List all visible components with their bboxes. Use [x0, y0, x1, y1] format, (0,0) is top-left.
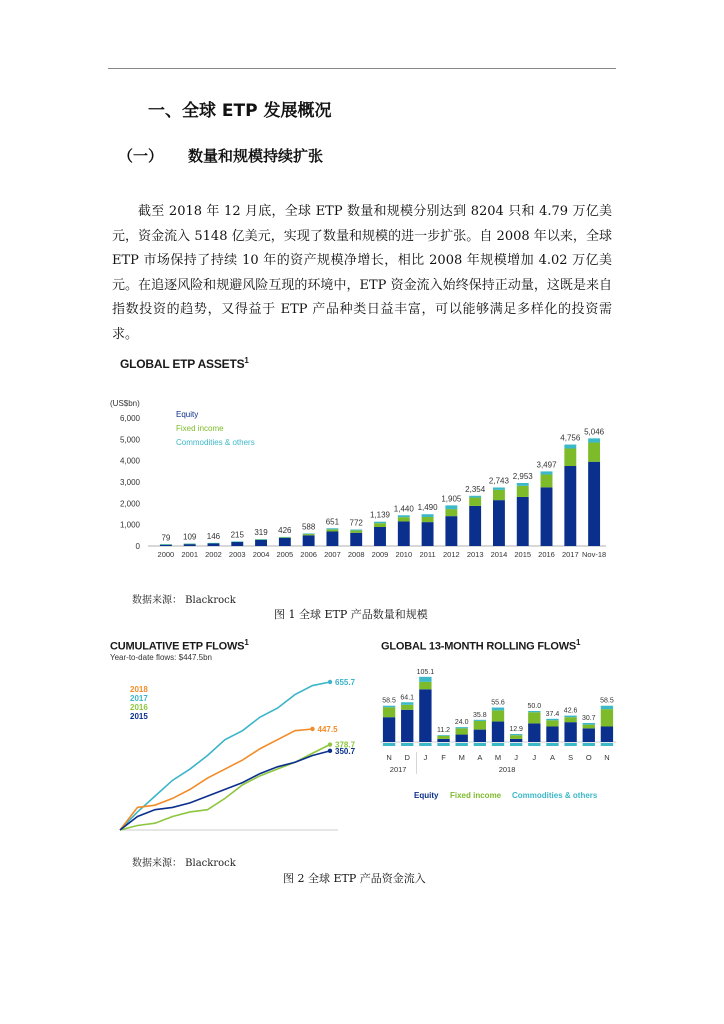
x-tick-label: 2006: [300, 550, 317, 559]
bar-segment-equity: [546, 727, 558, 743]
bar-total-label: 50.0: [527, 703, 542, 710]
bar-negative-segment: [510, 743, 522, 746]
bar-segment-equity: [374, 527, 386, 546]
series-line-2015: [120, 751, 330, 830]
series-line-2018: [120, 729, 313, 830]
bar-total-label: 3,497: [536, 460, 557, 470]
assets-chart-title-text: GLOBAL ETP ASSETS: [120, 357, 245, 371]
bar-negative-segment: [474, 743, 486, 746]
bar-segment-equity: [279, 538, 291, 546]
legend-entry-2017: 2017: [130, 694, 148, 703]
y-tick-label: 6,000: [119, 414, 140, 423]
bar-negative-segment: [601, 743, 613, 746]
bar-total-label: 2,354: [465, 484, 486, 494]
bar-segment-equity: [401, 710, 413, 742]
paragraph-text: 截至 2018 年 12 月底，全球 ETP 数量和规模分别达到 8204 只和 4.79 万亿美元，资金流入 5148 亿美元，实现了数量和规模的进一步扩张。自 2008 年以来，全球 ETP 市场保持了持续 10 年的资产规模净增长，相比 2008 年规模增加 4.02 万亿美元。在追逐风险和规避风险互现的环境中，ETP 资金流入始终保持正动量，这既是来自指数投资的趋势，又得益于 ETP 产品种类日益丰富，可以能够满足多样化的投资需求。: [112, 204, 612, 342]
bar-segment-fixed-income: [456, 728, 468, 734]
bar-segment-equity: [445, 516, 457, 546]
bar-segment-fixed-income: [401, 705, 413, 710]
bar-total-label: 58.5: [600, 697, 614, 705]
bar-segment-fixed-income: [541, 475, 553, 488]
bar-total-label: 55.6: [491, 699, 505, 707]
x-tick-label: 2013: [466, 550, 484, 559]
bar-segment-fixed-income: [374, 523, 386, 527]
bar-segment-equity: [564, 722, 576, 742]
flows-chart-subtitle: Year-to-date flows: $447.5bn: [110, 653, 212, 662]
bar-total-label: 12.9: [509, 726, 523, 734]
year-label: 2017: [389, 765, 407, 774]
legend-entry-2016: 2016: [130, 703, 148, 712]
flows-chart-title-text: CUMULATIVE ETP FLOWS: [110, 640, 245, 653]
bar-segment-commodities-others: [160, 544, 172, 545]
bar-segment-commodities-others: [255, 539, 267, 540]
x-tick-label: 2014: [490, 550, 508, 559]
bar-segment-equity: [383, 717, 395, 742]
legend-entry: Commodities & others: [176, 438, 255, 447]
bar-segment-equity: [601, 727, 613, 743]
legend-entry-2018: 2018: [130, 685, 148, 694]
bar-total-label: 5,046: [584, 427, 605, 437]
x-tick-label: M: [494, 753, 502, 762]
bar-negative-segment: [456, 743, 468, 746]
series-end-dot-2016: [328, 742, 332, 746]
figure2-caption: 图 2 全球 ETP 产品资金流入: [283, 872, 426, 885]
series-line-2016: [120, 745, 330, 830]
bar-total-label: 1,139: [369, 510, 391, 520]
bar-total-label: 319: [254, 528, 268, 538]
bar-total-label: 42.6: [563, 707, 578, 715]
series-end-dot-2015: [328, 749, 332, 753]
bar-total-label: 651: [325, 517, 340, 527]
x-tick-label: N: [386, 753, 392, 762]
subsection-title: 数量和规模持续扩张: [188, 147, 324, 165]
bar-total-label: 2,953: [512, 472, 533, 482]
figure1-caption: 图 1 全球 ETP 产品数量和规模: [274, 608, 428, 621]
bar-segment-equity: [469, 506, 481, 546]
x-tick-label: Nov-18: [582, 550, 607, 559]
bar-segment-equity: [437, 739, 449, 742]
bar-segment-fixed-income: [474, 721, 486, 730]
bar-segment-fixed-income: [419, 682, 431, 689]
bar-total-label: 215: [230, 530, 244, 540]
bar-total-label: 64.1: [400, 694, 415, 702]
bar-segment-commodities-others: [564, 716, 576, 718]
bar-segment-commodities-others: [445, 505, 457, 509]
x-tick-label: J: [514, 753, 519, 762]
y-tick-label: 0: [135, 542, 140, 551]
x-tick-label: 2010: [395, 550, 413, 559]
x-tick-label: 2015: [514, 550, 532, 559]
bar-segment-fixed-income: [564, 449, 576, 466]
bar-segment-equity: [583, 728, 595, 742]
figure2-source: 数据来源： Blackrock: [132, 858, 236, 869]
x-tick-label: 2001: [181, 550, 199, 559]
series-line-2017: [120, 682, 330, 830]
legend-entry-2015: 2015: [130, 712, 148, 721]
bar-segment-fixed-income: [469, 498, 481, 506]
x-tick-label: N: [604, 753, 610, 762]
series-end-dot-2018: [310, 727, 314, 731]
bar-negative-segment: [383, 743, 395, 746]
y-tick-label: 5,000: [119, 435, 140, 445]
legend-entry: Equity: [414, 791, 439, 800]
bar-segment-fixed-income: [546, 720, 558, 726]
bar-total-label: 772: [349, 518, 363, 528]
bar-segment-commodities-others: [374, 522, 386, 523]
bar-total-label: 30.7: [581, 714, 596, 722]
bar-segment-commodities-others: [231, 541, 243, 542]
bar-total-label: 58.5: [382, 697, 396, 705]
bar-segment-commodities-others: [184, 544, 196, 545]
bar-segment-commodities-others: [583, 723, 595, 725]
bar-segment-equity: [419, 689, 431, 742]
x-tick-label: F: [441, 753, 446, 762]
series-end-label-2016: 378.7: [335, 740, 356, 750]
series-end-label-2017: 655.7: [335, 677, 356, 687]
bar-segment-fixed-income: [583, 725, 595, 729]
bar-segment-commodities-others: [350, 530, 362, 531]
bar-segment-fixed-income: [588, 443, 600, 462]
x-tick-label: 2008: [347, 550, 365, 559]
assets-chart-title-sup: 1: [244, 356, 249, 365]
bar-segment-commodities-others: [437, 735, 449, 736]
bar-segment-commodities-others: [492, 708, 504, 711]
bar-segment-equity: [326, 531, 338, 546]
bar-segment-commodities-others: [456, 727, 468, 728]
rolling-chart-title-sup: 1: [576, 638, 581, 647]
bar-negative-segment: [401, 743, 413, 746]
subsection-number: （一）: [118, 147, 164, 165]
bar-total-label: 109: [183, 532, 197, 542]
bar-segment-commodities-others: [493, 487, 505, 489]
bar-segment-equity: [528, 723, 540, 742]
bar-total-label: 1,440: [393, 504, 414, 514]
x-tick-label: A: [477, 753, 483, 762]
bar-negative-segment: [437, 743, 449, 746]
x-tick-label: 2016: [538, 550, 555, 559]
year-label: 2018: [498, 765, 516, 774]
bar-segment-commodities-others: [474, 720, 486, 721]
bar-segment-equity: [255, 540, 267, 546]
rolling-chart: [376, 648, 636, 808]
legend-entry: Equity: [176, 410, 199, 419]
flows-chart: [108, 664, 368, 844]
x-tick-label: 2005: [276, 550, 294, 559]
legend-entry: Fixed income: [450, 791, 502, 800]
bar-segment-commodities-others: [588, 438, 600, 442]
bar-total-label: 24.0: [454, 719, 469, 727]
bar-segment-commodities-others: [564, 445, 576, 449]
section-heading: 一、全球 ETP 发展概况: [148, 101, 332, 121]
x-tick-label: 2009: [371, 550, 389, 559]
bar-segment-commodities-others: [601, 706, 613, 709]
bar-segment-commodities-others: [208, 543, 220, 544]
series-end-label-2015: 350.7: [335, 746, 356, 756]
x-tick-label: 2002: [205, 550, 222, 559]
bar-segment-commodities-others: [422, 514, 434, 517]
bar-segment-equity: [303, 535, 315, 546]
bar-segment-equity: [510, 739, 522, 742]
bar-segment-commodities-others: [517, 483, 529, 486]
x-tick-label: 2012: [443, 550, 460, 559]
x-tick-label: D: [404, 753, 410, 762]
bar-segment-commodities-others: [541, 471, 553, 474]
bar-segment-commodities-others: [326, 528, 338, 529]
bar-total-label: 1,905: [441, 494, 462, 504]
x-tick-label: 2007: [324, 550, 341, 559]
rolling-chart-title-text: GLOBAL 13-MONTH ROLLING FLOWS: [381, 640, 577, 653]
y-axis-label: (US$bn): [110, 399, 140, 408]
bar-segment-equity: [564, 466, 576, 546]
bar-segment-fixed-income: [303, 534, 315, 535]
bar-segment-fixed-income: [437, 736, 449, 739]
bar-segment-equity: [588, 462, 600, 546]
bar-total-label: 4,756: [560, 433, 581, 443]
bar-negative-segment: [564, 743, 576, 746]
bar-segment-equity: [493, 500, 505, 546]
bar-negative-segment: [419, 743, 431, 746]
series-end-label-2018: 447.5: [317, 724, 338, 734]
y-tick-label: 1,000: [119, 520, 140, 530]
x-tick-label: J: [532, 753, 537, 762]
bar-segment-commodities-others: [528, 711, 540, 712]
bar-negative-segment: [546, 743, 558, 746]
body-paragraph: [112, 200, 612, 347]
bar-segment-fixed-income: [493, 490, 505, 500]
bar-segment-fixed-income: [601, 709, 613, 726]
x-tick-label: O: [585, 753, 592, 762]
legend-entry: Commodities & others: [512, 791, 598, 800]
bar-segment-fixed-income: [445, 509, 457, 516]
bar-segment-fixed-income: [326, 529, 338, 531]
bar-segment-equity: [492, 722, 504, 742]
bar-total-label: 588: [301, 522, 316, 532]
bar-segment-fixed-income: [517, 486, 529, 497]
x-tick-label: M: [458, 753, 465, 762]
x-tick-label: 2011: [419, 550, 436, 559]
y-tick-label: 2,000: [119, 499, 140, 509]
bar-negative-segment: [528, 743, 540, 746]
bar-segment-equity: [541, 487, 553, 546]
bar-total-label: 79: [161, 533, 171, 543]
bar-segment-fixed-income: [398, 517, 410, 521]
x-tick-label: J: [423, 753, 428, 762]
bar-segment-commodities-others: [419, 677, 431, 682]
bar-total-label: 11.2: [436, 727, 451, 735]
bar-segment-equity: [208, 543, 220, 546]
bar-negative-segment: [492, 743, 504, 746]
x-tick-label: S: [568, 753, 574, 762]
bar-segment-fixed-income: [492, 710, 504, 721]
bar-total-label: 37.4: [545, 710, 560, 718]
bar-total-label: 146: [206, 531, 221, 541]
bar-segment-commodities-others: [401, 702, 413, 705]
bar-segment-equity: [456, 735, 468, 742]
bar-segment-fixed-income: [564, 717, 576, 722]
bar-segment-commodities-others: [383, 706, 395, 708]
bar-total-label: 426: [278, 525, 292, 535]
bar-segment-commodities-others: [303, 533, 315, 534]
bar-segment-equity: [231, 542, 243, 546]
assets-chart: [108, 396, 628, 596]
x-tick-label: 2004: [252, 550, 270, 559]
legend-entry: Fixed income: [176, 424, 224, 433]
bar-negative-segment: [583, 743, 595, 746]
figure1-source: 数据来源： Blackrock: [132, 595, 236, 606]
bar-segment-equity: [398, 521, 410, 546]
x-tick-label: 2003: [228, 550, 246, 559]
bar-segment-fixed-income: [510, 735, 522, 739]
bar-total-label: 2,743: [488, 476, 509, 486]
bar-segment-equity: [517, 497, 529, 546]
bar-segment-fixed-income: [528, 712, 540, 723]
y-tick-label: 4,000: [119, 456, 140, 466]
x-tick-label: 2017: [561, 550, 579, 559]
bar-total-label: 1,490: [417, 503, 438, 513]
bar-segment-commodities-others: [546, 719, 558, 720]
bar-segment-fixed-income: [350, 530, 362, 532]
bar-segment-equity: [422, 522, 434, 546]
y-tick-label: 3,000: [119, 478, 140, 487]
bar-segment-commodities-others: [279, 537, 291, 538]
bar-total-label: 35.8: [473, 711, 487, 719]
assets-chart-title: [120, 356, 249, 371]
header-rule: [108, 68, 616, 69]
series-end-dot-2017: [328, 680, 332, 684]
bar-segment-commodities-others: [469, 496, 481, 498]
bar-total-label: 105.1: [416, 668, 435, 676]
flows-chart-title-sup: 1: [244, 638, 249, 647]
bar-segment-fixed-income: [422, 517, 434, 522]
bar-segment-commodities-others: [510, 734, 522, 735]
bar-segment-equity: [350, 533, 362, 546]
bar-segment-equity: [474, 730, 486, 742]
bar-segment-commodities-others: [398, 515, 410, 517]
flows-chart-title: [110, 638, 249, 653]
x-tick-label: A: [549, 753, 555, 762]
bar-segment-fixed-income: [383, 707, 395, 717]
x-tick-label: 2000: [157, 550, 175, 559]
